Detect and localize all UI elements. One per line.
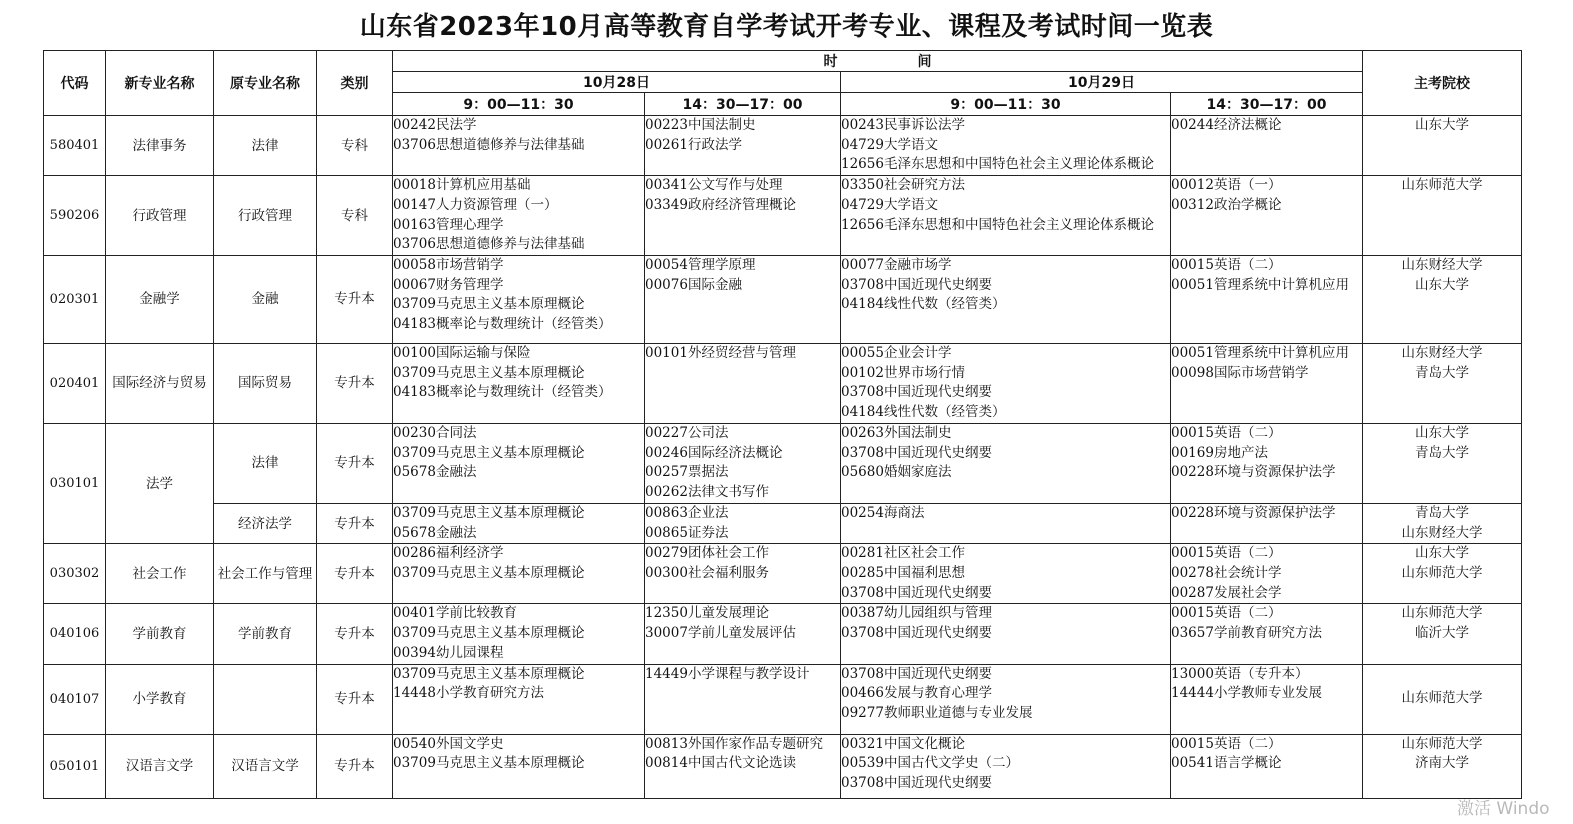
exam-slot-cell xyxy=(1171,503,1363,543)
course-entry: 03709马克思主义基本原理概论 xyxy=(393,296,585,313)
course-entry: 00228环境与资源保护法学 xyxy=(1171,504,1336,521)
exam-slot-cell xyxy=(841,544,1171,604)
exam-slot-cell xyxy=(841,176,1171,256)
exam-slot-cell xyxy=(393,116,645,176)
course-entry: 05680婚姻家庭法 xyxy=(841,464,952,481)
header-code: 代码 xyxy=(44,51,106,116)
course-entry: 03709马克思主义基本原理概论 xyxy=(393,364,585,381)
new-major-cell: 行政管理 xyxy=(106,176,214,256)
exam-slot-cell xyxy=(645,116,841,176)
course-entry: 00015英语（二） xyxy=(1171,545,1282,562)
course-entry: 00281社区社会工作 xyxy=(841,545,965,562)
course-entry: 14448小学教育研究方法 xyxy=(393,685,544,702)
old-major-cell: 汉语言文学 xyxy=(214,734,317,798)
course-entry: 00242民法学 xyxy=(393,117,477,133)
course-entry: 00015英语（二） xyxy=(1171,735,1282,752)
course-entry: 05678金融法 xyxy=(393,464,477,481)
course-entry: 00058市场营销学 xyxy=(393,256,504,273)
course-entry: 03709马克思主义基本原理概论 xyxy=(393,665,585,682)
course-entry: 03709马克思主义基本原理概论 xyxy=(393,444,585,461)
course-entry: 00015英语（二） xyxy=(1171,605,1282,622)
course-entry: 03708中国近现代史纲要 xyxy=(841,665,992,682)
school-name: 山东大学 xyxy=(1415,545,1469,562)
exam-slot-cell xyxy=(1171,343,1363,423)
exam-slot-cell xyxy=(1171,255,1363,343)
course-entry: 00227公司法 xyxy=(645,424,729,441)
major-code-cell: 590206 xyxy=(44,176,106,256)
course-entry: 30007学前儿童发展评估 xyxy=(645,625,796,642)
course-entry: 00394幼儿园课程 xyxy=(393,644,504,661)
course-entry: 03709马克思主义基本原理概论 xyxy=(393,565,585,582)
course-entry: 03708中国近现代史纲要 xyxy=(841,584,992,601)
new-major-cell: 法律事务 xyxy=(106,116,214,176)
course-entry: 03709马克思主义基本原理概论 xyxy=(393,504,585,521)
table-row xyxy=(44,503,1522,543)
exam-slot-cell xyxy=(645,255,841,343)
course-entry: 00051管理系统中计算机应用 xyxy=(1171,276,1349,293)
course-entry: 00015英语（二） xyxy=(1171,256,1282,273)
course-entry: 04729大学语文 xyxy=(841,136,938,153)
exam-slot-cell xyxy=(841,255,1171,343)
header-slot-oct28-am: 9：00—11：30 xyxy=(393,93,645,116)
school-name: 山东师范大学 xyxy=(1401,690,1483,707)
course-entry: 00169房地产法 xyxy=(1171,444,1268,461)
exam-slot-cell xyxy=(1171,604,1363,664)
school-cell xyxy=(1363,503,1522,543)
course-entry: 00067财务管理学 xyxy=(393,276,504,293)
course-entry: 00285中国福利思想 xyxy=(841,565,965,582)
course-entry: 00243民事诉讼法学 xyxy=(841,117,965,133)
course-entry: 00321中国文化概论 xyxy=(841,735,965,752)
table-row xyxy=(44,664,1522,734)
category-cell: 专科 xyxy=(317,116,393,176)
course-entry: 00077金融市场学 xyxy=(841,256,952,273)
exam-slot-cell xyxy=(645,734,841,798)
exam-slot-cell xyxy=(1171,734,1363,798)
course-entry: 00055企业会计学 xyxy=(841,344,952,361)
course-entry: 00223中国法制史 xyxy=(645,117,756,133)
course-entry: 00401学前比较教育 xyxy=(393,605,517,622)
new-major-cell: 学前教育 xyxy=(106,604,214,664)
exam-slot-cell xyxy=(841,343,1171,423)
exam-slot-cell xyxy=(841,423,1171,503)
course-entry: 03708中国近现代史纲要 xyxy=(841,276,992,293)
new-major-cell: 国际经济与贸易 xyxy=(106,343,214,423)
exam-slot-cell xyxy=(393,255,645,343)
category-cell: 专升本 xyxy=(317,734,393,798)
exam-slot-cell xyxy=(645,604,841,664)
old-major-cell: 行政管理 xyxy=(214,176,317,256)
header-old-major: 原专业名称 xyxy=(214,51,317,116)
course-entry: 05678金融法 xyxy=(393,524,477,541)
major-code-cell: 020401 xyxy=(44,343,106,423)
course-entry: 00098国际市场营销学 xyxy=(1171,364,1309,381)
course-entry: 00102世界市场行情 xyxy=(841,364,965,381)
course-entry: 00076国际金融 xyxy=(645,276,742,293)
course-entry: 03708中国近现代史纲要 xyxy=(841,444,992,461)
course-entry: 12656毛泽东思想和中国特色社会主义理论体系概论 xyxy=(841,216,1154,233)
course-entry: 04184线性代数（经管类） xyxy=(841,404,1006,421)
exam-slot-cell xyxy=(645,423,841,503)
course-entry: 00261行政法学 xyxy=(645,136,742,153)
course-entry: 12350儿童发展理论 xyxy=(645,605,769,622)
course-entry: 04183概率论与数理统计（经管类） xyxy=(393,316,612,333)
exam-schedule-table xyxy=(43,50,1522,799)
course-entry: 00254海商法 xyxy=(841,504,925,521)
course-entry: 00228环境与资源保护法学 xyxy=(1171,464,1336,481)
school-name: 临沂大学 xyxy=(1415,625,1469,642)
course-entry: 03708中国近现代史纲要 xyxy=(841,384,992,401)
course-entry: 03706思想道德修养与法律基础 xyxy=(393,136,585,153)
course-entry: 00051管理系统中计算机应用 xyxy=(1171,344,1349,361)
major-code-cell: 030101 xyxy=(44,423,106,543)
exam-slot-cell xyxy=(393,503,645,543)
category-cell: 专升本 xyxy=(317,604,393,664)
exam-slot-cell xyxy=(645,503,841,543)
school-cell xyxy=(1363,604,1522,664)
course-entry: 00540外国文学史 xyxy=(393,735,504,752)
school-name: 山东财经大学 xyxy=(1401,524,1483,541)
exam-slot-cell xyxy=(841,503,1171,543)
course-entry: 00054管理学原理 xyxy=(645,256,756,273)
course-entry: 00278社会统计学 xyxy=(1171,565,1282,582)
header-date-oct28: 10月28日 xyxy=(393,72,841,93)
exam-slot-cell xyxy=(841,734,1171,798)
course-entry: 00286福利经济学 xyxy=(393,545,504,562)
exam-slot-cell xyxy=(1171,423,1363,503)
exam-slot-cell xyxy=(1171,544,1363,604)
course-entry: 00012英语（一） xyxy=(1171,177,1282,194)
course-entry: 04183概率论与数理统计（经管类） xyxy=(393,384,612,401)
major-code-cell: 040107 xyxy=(44,664,106,734)
school-name: 山东师范大学 xyxy=(1401,565,1483,582)
course-entry: 00257票据法 xyxy=(645,464,729,481)
course-entry: 00341公文写作与处理 xyxy=(645,177,783,194)
school-cell xyxy=(1363,423,1522,503)
exam-slot-cell xyxy=(645,176,841,256)
school-cell xyxy=(1363,116,1522,176)
course-entry: 00466发展与教育心理学 xyxy=(841,685,992,702)
exam-slot-cell xyxy=(393,343,645,423)
course-entry: 03708中国近现代史纲要 xyxy=(841,774,992,791)
course-entry: 00865证券法 xyxy=(645,524,729,541)
course-entry: 00287发展社会学 xyxy=(1171,584,1282,601)
course-entry: 00539中国古代文学史（二） xyxy=(841,755,1019,772)
course-entry: 00101外经贸经营与管理 xyxy=(645,344,796,361)
exam-slot-cell xyxy=(841,664,1171,734)
category-cell: 专升本 xyxy=(317,255,393,343)
header-slot-oct28-pm: 14：30—17：00 xyxy=(645,93,841,116)
new-major-cell: 金融学 xyxy=(106,255,214,343)
course-entry: 00279团体社会工作 xyxy=(645,545,769,562)
school-name: 青岛大学 xyxy=(1415,444,1469,461)
major-code-cell: 050101 xyxy=(44,734,106,798)
old-major-cell: 法律 xyxy=(214,423,317,503)
major-code-cell: 040106 xyxy=(44,604,106,664)
exam-slot-cell xyxy=(393,423,645,503)
course-entry: 00015英语（二） xyxy=(1171,424,1282,441)
exam-slot-cell xyxy=(393,664,645,734)
school-name: 山东师范大学 xyxy=(1401,177,1483,194)
school-cell xyxy=(1363,664,1522,734)
table-row xyxy=(44,255,1522,343)
category-cell: 专升本 xyxy=(317,544,393,604)
new-major-cell: 汉语言文学 xyxy=(106,734,214,798)
exam-slot-cell xyxy=(645,664,841,734)
course-entry: 00262法律文书写作 xyxy=(645,484,769,501)
school-name: 山东财经大学 xyxy=(1401,256,1483,273)
course-entry: 00263外国法制史 xyxy=(841,424,952,441)
school-cell xyxy=(1363,734,1522,798)
table-row xyxy=(44,176,1522,256)
course-entry: 00312政治学概论 xyxy=(1171,196,1282,213)
school-name: 济南大学 xyxy=(1415,755,1469,772)
category-cell: 专升本 xyxy=(317,503,393,543)
exam-slot-cell xyxy=(645,544,841,604)
course-entry: 00147人力资源管理（一） xyxy=(393,196,558,213)
exam-slot-cell xyxy=(393,734,645,798)
course-entry: 03350社会研究方法 xyxy=(841,177,965,194)
exam-slot-cell xyxy=(1171,176,1363,256)
table-row xyxy=(44,544,1522,604)
exam-slot-cell xyxy=(1171,664,1363,734)
header-time: 时间 xyxy=(393,51,1363,72)
exam-slot-cell xyxy=(645,343,841,423)
course-entry: 03708中国近现代史纲要 xyxy=(841,625,992,642)
course-entry: 04729大学语文 xyxy=(841,196,938,213)
course-entry: 03657学前教育研究方法 xyxy=(1171,625,1322,642)
course-entry: 00244经济法概论 xyxy=(1171,117,1282,133)
course-entry: 00163管理心理学 xyxy=(393,216,504,233)
page-title: 山东省2023年10月高等教育自学考试开考专业、课程及考试时间一览表 xyxy=(359,12,1214,42)
course-entry: 00018计算机应用基础 xyxy=(393,177,531,194)
old-major-cell xyxy=(214,664,317,734)
school-cell xyxy=(1363,176,1522,256)
course-entry: 14449小学课程与教学设计 xyxy=(645,665,810,682)
old-major-cell: 社会工作与管理 xyxy=(214,544,317,604)
header-slot-oct29-am: 9：00—11：30 xyxy=(841,93,1171,116)
old-major-cell: 金融 xyxy=(214,255,317,343)
school-name: 山东师范大学 xyxy=(1401,605,1483,622)
exam-slot-cell xyxy=(393,544,645,604)
table-row xyxy=(44,604,1522,664)
header-category: 类别 xyxy=(317,51,393,116)
course-entry: 00100国际运输与保险 xyxy=(393,344,531,361)
course-entry: 04184线性代数（经管类） xyxy=(841,296,1006,313)
activation-watermark: 激活 Windo xyxy=(1457,799,1550,819)
exam-slot-cell xyxy=(841,116,1171,176)
school-name: 山东财经大学 xyxy=(1401,344,1483,361)
category-cell: 专升本 xyxy=(317,343,393,423)
exam-slot-cell xyxy=(1171,116,1363,176)
table-row xyxy=(44,423,1522,503)
exam-slot-cell xyxy=(393,176,645,256)
category-cell: 专升本 xyxy=(317,664,393,734)
table-row xyxy=(44,343,1522,423)
course-entry: 00300社会福利服务 xyxy=(645,565,769,582)
school-name: 青岛大学 xyxy=(1415,504,1469,521)
course-entry: 00387幼儿园组织与管理 xyxy=(841,605,992,622)
school-cell xyxy=(1363,544,1522,604)
schedule-body xyxy=(44,116,1522,799)
major-code-cell: 580401 xyxy=(44,116,106,176)
school-name: 青岛大学 xyxy=(1415,364,1469,381)
header-slot-oct29-pm: 14：30—17：00 xyxy=(1171,93,1363,116)
new-major-cell: 法学 xyxy=(106,423,214,543)
school-cell xyxy=(1363,343,1522,423)
school-name: 山东大学 xyxy=(1415,117,1469,133)
old-major-cell: 法律 xyxy=(214,116,317,176)
course-entry: 12656毛泽东思想和中国特色社会主义理论体系概论 xyxy=(841,156,1154,173)
table-row xyxy=(44,734,1522,798)
new-major-cell: 社会工作 xyxy=(106,544,214,604)
new-major-cell: 小学教育 xyxy=(106,664,214,734)
course-entry: 03349政府经济管理概论 xyxy=(645,196,796,213)
school-name: 山东师范大学 xyxy=(1401,735,1483,752)
category-cell: 专升本 xyxy=(317,423,393,503)
course-entry: 00814中国古代文论选读 xyxy=(645,755,796,772)
old-major-cell: 学前教育 xyxy=(214,604,317,664)
table-row xyxy=(44,116,1522,176)
major-code-cell: 030302 xyxy=(44,544,106,604)
header-school: 主考院校 xyxy=(1363,51,1522,116)
course-entry: 03709马克思主义基本原理概论 xyxy=(393,755,585,772)
category-cell: 专科 xyxy=(317,176,393,256)
school-name: 山东大学 xyxy=(1415,276,1469,293)
header-new-major: 新专业名称 xyxy=(106,51,214,116)
school-cell xyxy=(1363,255,1522,343)
course-entry: 00230合同法 xyxy=(393,424,477,441)
course-entry: 00246国际经济法概论 xyxy=(645,444,783,461)
course-entry: 00813外国作家作品专题研究 xyxy=(645,735,823,752)
exam-slot-cell xyxy=(393,604,645,664)
school-name: 山东大学 xyxy=(1415,424,1469,441)
course-entry: 03709马克思主义基本原理概论 xyxy=(393,625,585,642)
header-date-oct29: 10月29日 xyxy=(841,72,1363,93)
course-entry: 00541语言学概论 xyxy=(1171,755,1282,772)
course-entry: 14444小学教师专业发展 xyxy=(1171,685,1322,702)
course-entry: 03706思想道德修养与法律基础 xyxy=(393,236,585,253)
course-entry: 13000英语（专升本） xyxy=(1171,665,1309,682)
old-major-cell: 国际贸易 xyxy=(214,343,317,423)
major-code-cell: 020301 xyxy=(44,255,106,343)
exam-slot-cell xyxy=(841,604,1171,664)
old-major-cell: 经济法学 xyxy=(214,503,317,543)
course-entry: 09277教师职业道德与专业发展 xyxy=(841,704,1033,721)
course-entry: 00863企业法 xyxy=(645,504,729,521)
